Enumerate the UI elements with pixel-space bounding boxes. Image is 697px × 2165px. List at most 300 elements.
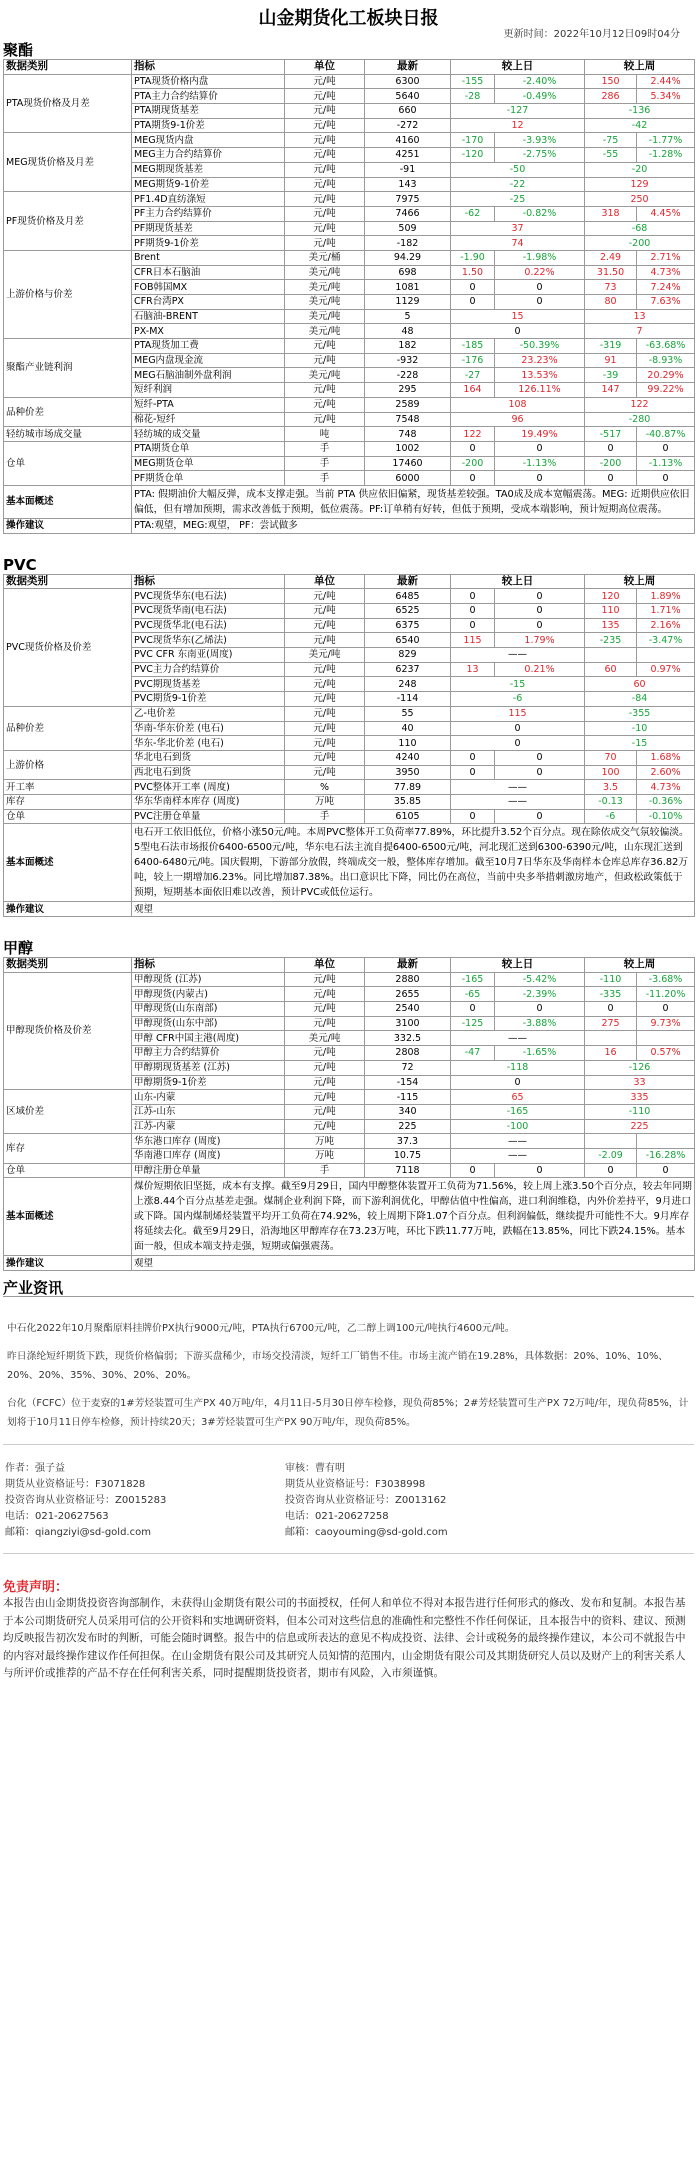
week-change-cell: -0.13 xyxy=(585,794,637,809)
week-change-cell: 70 xyxy=(585,750,637,765)
section-title: 聚酯 xyxy=(3,41,34,59)
latest-cell: 295 xyxy=(365,383,451,398)
latest-cell: 6540 xyxy=(365,633,451,648)
day-change-cell: -22 xyxy=(451,177,585,192)
unit-cell: 元/吨 xyxy=(285,177,365,192)
week-change-cell xyxy=(585,1134,637,1149)
week-change-cell: -10 xyxy=(585,721,695,736)
week-change-cell xyxy=(585,1031,637,1046)
unit-cell: 元/吨 xyxy=(285,633,365,648)
indicator-cell: PF期货仓单 xyxy=(132,471,285,486)
latest-cell: 110 xyxy=(365,736,451,751)
disclaimer-title: 免责声明： xyxy=(3,1580,69,1595)
author-line: 邮箱：qiangziyi@sd-gold.com xyxy=(5,1527,151,1538)
week-change-cell: -6 xyxy=(585,809,637,824)
week-change-cell: 2.49 xyxy=(585,250,637,265)
week-pct-cell: 2.71% xyxy=(637,250,695,265)
summary-row xyxy=(4,485,695,518)
author-line: 电话：021-20627258 xyxy=(285,1511,389,1522)
header-indicator: 指标 xyxy=(132,574,285,589)
day-pct-cell: 13.53% xyxy=(495,368,585,383)
summary-row xyxy=(4,1178,695,1256)
latest-cell: 698 xyxy=(365,265,451,280)
week-change-cell: -84 xyxy=(585,692,695,707)
disclaimer-text: 本报告由山金期货投资咨询部制作，未获得山金期货有限公司的书面授权，任何人和单位不得对本报告进行任何形式的修改、发布和复制。本报告基于本公司期货研究人员采用可信的公开资料和实地调研资料，但本公司对这些信息的准确性和完整性不作任何保证，且本报告中的资料、建议、预测均反映报告初次发布时的判断，可能会随时调整。报告中的信息或所表达的意见不构成投资、法律、会计或税务的最终操作建议，本公司不就报告中的内容对最终操作建议作任何担保。在山金期货有限公司及其研究人员知情的范围内，山金期货有限公司及其期货研究人员以及财产上的利害关系人与所评价或推荐的产品不存在任何利害关系，同时提醒期货投资者，期市有风险，入市须谨慎。 xyxy=(3,1597,686,1679)
week-change-cell: 286 xyxy=(585,89,637,104)
unit-cell: 元/吨 xyxy=(285,706,365,721)
indicator-cell: 华东-华北价差 (电石) xyxy=(132,736,285,751)
week-change-cell: 0 xyxy=(585,471,637,486)
unit-cell: 元/吨 xyxy=(285,74,365,89)
latest-cell: 35.85 xyxy=(365,794,451,809)
week-pct-cell: 0 xyxy=(637,471,695,486)
unit-cell: 美元/吨 xyxy=(285,1031,365,1046)
latest-cell: 3100 xyxy=(365,1016,451,1031)
indicator-cell: MEG期现货基差 xyxy=(132,162,285,177)
week-pct-cell: 4.73% xyxy=(637,265,695,280)
week-pct-cell xyxy=(637,1134,695,1149)
author-line: 电话：021-20627563 xyxy=(5,1511,109,1522)
day-pct-cell: -3.93% xyxy=(495,133,585,148)
unit-cell: 元/吨 xyxy=(285,1104,365,1119)
category-cell: 品种价差 xyxy=(4,706,132,750)
unit-cell: 元/吨 xyxy=(285,765,365,780)
latest-cell: 94.29 xyxy=(365,250,451,265)
indicator-cell: PVC现货华南(电石法) xyxy=(132,604,285,619)
header-unit: 单位 xyxy=(285,574,365,589)
indicator-cell: MEG内盘现金流 xyxy=(132,353,285,368)
week-change-cell: 3.5 xyxy=(585,780,637,795)
day-pct-cell: -1.13% xyxy=(495,456,585,471)
day-pct-cell: -5.42% xyxy=(495,972,585,987)
week-change-cell: 250 xyxy=(585,192,695,207)
latest-cell: 2655 xyxy=(365,987,451,1002)
latest-cell: -228 xyxy=(365,368,451,383)
header-category: 数据类别 xyxy=(4,60,132,75)
sections-container xyxy=(3,41,694,1271)
data-table-0 xyxy=(3,59,695,534)
update-time: 更新时间：2022年10月12日09时04分 xyxy=(503,29,680,40)
latest-cell: 332.5 xyxy=(365,1031,451,1046)
table-header-row xyxy=(4,60,695,75)
category-cell: 库存 xyxy=(4,1134,132,1163)
week-pct-cell: 20.29% xyxy=(637,368,695,383)
indicator-cell: PVC期现货基差 xyxy=(132,677,285,692)
table-header-row xyxy=(4,958,695,973)
latest-cell: 4160 xyxy=(365,133,451,148)
week-change-cell: -235 xyxy=(585,633,637,648)
indicator-cell: PF主力合约结算价 xyxy=(132,206,285,221)
day-change-cell: 0 xyxy=(451,604,495,619)
unit-cell: 元/吨 xyxy=(285,221,365,236)
indicator-cell: PF期现货基差 xyxy=(132,221,285,236)
day-pct-cell: 0.21% xyxy=(495,662,585,677)
day-change-cell: 0 xyxy=(451,295,495,310)
week-change-cell: -68 xyxy=(585,221,695,236)
table-row xyxy=(4,441,695,456)
indicator-cell: 轻纺城的成交量 xyxy=(132,427,285,442)
indicator-cell: PVC整体开工率 (周度) xyxy=(132,780,285,795)
indicator-cell: PVC注册仓单量 xyxy=(132,809,285,824)
unit-cell: 元/吨 xyxy=(285,133,365,148)
indicator-cell: 华南-华东价差 (电石) xyxy=(132,721,285,736)
day-change-cell: 0 xyxy=(451,441,495,456)
day-change-cell: -65 xyxy=(451,987,495,1002)
indicator-cell: 甲醇注册仓单量 xyxy=(132,1163,285,1178)
unit-cell: 元/吨 xyxy=(285,206,365,221)
day-change-cell: -118 xyxy=(451,1060,585,1075)
header-vs_prev_week: 较上周 xyxy=(585,958,695,973)
advice-row xyxy=(4,1256,695,1271)
week-change-cell: 110 xyxy=(585,604,637,619)
latest-cell: 5640 xyxy=(365,89,451,104)
week-change-cell: 60 xyxy=(585,662,637,677)
day-change-cell: -170 xyxy=(451,133,495,148)
day-change-cell: 0 xyxy=(451,809,495,824)
week-change-cell: 147 xyxy=(585,383,637,398)
unit-cell: 美元/吨 xyxy=(285,280,365,295)
week-change-cell: -319 xyxy=(585,339,637,354)
day-pct-cell: 0 xyxy=(495,280,585,295)
author-line: 作者：强子益 xyxy=(5,1463,65,1474)
unit-cell: 手 xyxy=(285,456,365,471)
table-row xyxy=(4,133,695,148)
day-change-cell: 1.50 xyxy=(451,265,495,280)
indicator-cell: 江苏-山东 xyxy=(132,1104,285,1119)
latest-cell: -114 xyxy=(365,692,451,707)
week-change-cell: -126 xyxy=(585,1060,695,1075)
latest-cell: 340 xyxy=(365,1104,451,1119)
week-change-cell: 60 xyxy=(585,677,695,692)
week-change-cell: 225 xyxy=(585,1119,695,1134)
author-info xyxy=(5,1461,285,1541)
news-item: 昨日涤纶短纤期货下跌，现货价格偏弱；下游买盘稀少，市场交投清淡，短纤工厂销售不佳。市场主流产销在19.28%，具体数据：20%、10%、10%、20%、20%、35%、30%、20%、20%。 xyxy=(7,1351,669,1381)
table-row xyxy=(4,397,695,412)
week-change-cell: 0 xyxy=(585,1163,637,1178)
week-change-cell: 120 xyxy=(585,589,637,604)
week-change-cell: 73 xyxy=(585,280,637,295)
table-header-row xyxy=(4,574,695,589)
week-pct-cell xyxy=(637,648,695,663)
week-change-cell: 31.50 xyxy=(585,265,637,280)
day-pct-cell: -1.98% xyxy=(495,250,585,265)
week-pct-cell: -8.93% xyxy=(637,353,695,368)
category-cell: 区域价差 xyxy=(4,1090,132,1134)
day-pct-cell: 0 xyxy=(495,765,585,780)
category-cell: 上游价格与价差 xyxy=(4,250,132,338)
indicator-cell: MEG石脑油制外盘利润 xyxy=(132,368,285,383)
day-pct-cell: -3.88% xyxy=(495,1016,585,1031)
day-pct-cell: 0 xyxy=(495,295,585,310)
week-change-cell: 91 xyxy=(585,353,637,368)
table-row xyxy=(4,794,695,809)
day-change-cell: 0 xyxy=(451,280,495,295)
reviewer-info xyxy=(285,1461,565,1541)
unit-cell: 万吨 xyxy=(285,1134,365,1149)
table-row xyxy=(4,250,695,265)
day-pct-cell: 0 xyxy=(495,750,585,765)
data-table-2 xyxy=(3,957,695,1271)
week-pct-cell: -16.28% xyxy=(637,1148,695,1163)
day-change-cell: -15 xyxy=(451,677,585,692)
header-category: 数据类别 xyxy=(4,574,132,589)
week-pct-cell: 7.24% xyxy=(637,280,695,295)
indicator-cell: 西北电石到货 xyxy=(132,765,285,780)
table-row xyxy=(4,74,695,89)
week-change-cell: -110 xyxy=(585,972,637,987)
unit-cell: 元/吨 xyxy=(285,1119,365,1134)
week-change-cell: -2.09 xyxy=(585,1148,637,1163)
latest-cell: 6375 xyxy=(365,618,451,633)
day-pct-cell: -0.82% xyxy=(495,206,585,221)
indicator-cell: PTA主力合约结算价 xyxy=(132,89,285,104)
unit-cell: 元/吨 xyxy=(285,1090,365,1105)
week-pct-cell: 1.71% xyxy=(637,604,695,619)
author-line: 投资咨询从业资格证号：Z0013162 xyxy=(285,1495,447,1506)
week-pct-cell: 2.16% xyxy=(637,618,695,633)
table-row xyxy=(4,1090,695,1105)
latest-cell: 5 xyxy=(365,309,451,324)
unit-cell: 手 xyxy=(285,809,365,824)
latest-cell: -91 xyxy=(365,162,451,177)
table-row xyxy=(4,1163,695,1178)
news-list xyxy=(3,1319,694,1432)
unit-cell: 吨 xyxy=(285,427,365,442)
indicator-cell: CFR日本石脑油 xyxy=(132,265,285,280)
day-change-cell: 0 xyxy=(451,750,495,765)
day-change-cell: 0 xyxy=(451,721,585,736)
day-change-cell: -25 xyxy=(451,192,585,207)
day-change-cell: -165 xyxy=(451,972,495,987)
indicator-cell: PTA期现货基差 xyxy=(132,104,285,119)
unit-cell: 元/吨 xyxy=(285,618,365,633)
week-pct-cell: 2.44% xyxy=(637,74,695,89)
week-pct-cell: 5.34% xyxy=(637,89,695,104)
header-latest: 最新 xyxy=(365,60,451,75)
latest-cell: 143 xyxy=(365,177,451,192)
latest-cell: 4251 xyxy=(365,148,451,163)
week-pct-cell: 9.73% xyxy=(637,1016,695,1031)
indicator-cell: 甲醇现货(内蒙古) xyxy=(132,987,285,1002)
day-change-cell: -120 xyxy=(451,148,495,163)
category-cell: 聚酯产业链利润 xyxy=(4,339,132,398)
indicator-cell: 棉花-短纤 xyxy=(132,412,285,427)
unit-cell: 元/吨 xyxy=(285,750,365,765)
latest-cell: 225 xyxy=(365,1119,451,1134)
day-change-cell: -100 xyxy=(451,1119,585,1134)
week-change-cell: -200 xyxy=(585,456,637,471)
table-row xyxy=(4,339,695,354)
week-pct-cell: 4.73% xyxy=(637,780,695,795)
category-cell: 仓单 xyxy=(4,1163,132,1178)
day-change-cell: 0 xyxy=(451,589,495,604)
unit-cell: 元/吨 xyxy=(285,353,365,368)
day-pct-cell: 0 xyxy=(495,618,585,633)
indicator-cell: 山东-内蒙 xyxy=(132,1090,285,1105)
indicator-cell: 华东港口库存 (周度) xyxy=(132,1134,285,1149)
day-change-cell: —— xyxy=(451,794,585,809)
day-change-cell: 0 xyxy=(451,471,495,486)
summary-row xyxy=(4,824,695,902)
indicator-cell: 短纤利润 xyxy=(132,383,285,398)
week-pct-cell: -1.13% xyxy=(637,456,695,471)
latest-cell: 77.89 xyxy=(365,780,451,795)
day-pct-cell: -0.49% xyxy=(495,89,585,104)
unit-cell: 元/吨 xyxy=(285,677,365,692)
week-change-cell: -15 xyxy=(585,736,695,751)
latest-cell: 6525 xyxy=(365,604,451,619)
advice-label: 操作建议 xyxy=(4,1256,132,1271)
latest-cell: 37.3 xyxy=(365,1134,451,1149)
day-change-cell: 65 xyxy=(451,1090,585,1105)
header-vs_prev_day: 较上日 xyxy=(451,60,585,75)
week-change-cell: -200 xyxy=(585,236,695,251)
data-table-1 xyxy=(3,574,695,917)
day-pct-cell: 0 xyxy=(495,809,585,824)
indicator-cell: 江苏-内蒙 xyxy=(132,1119,285,1134)
indicator-cell: PF期货9-1价差 xyxy=(132,236,285,251)
week-pct-cell: 0.57% xyxy=(637,1046,695,1061)
week-change-cell: 318 xyxy=(585,206,637,221)
latest-cell: -182 xyxy=(365,236,451,251)
unit-cell: 元/吨 xyxy=(285,1002,365,1017)
day-change-cell: 0 xyxy=(451,736,585,751)
unit-cell: 美元/吨 xyxy=(285,309,365,324)
week-pct-cell: 0.97% xyxy=(637,662,695,677)
unit-cell: 美元/吨 xyxy=(285,648,365,663)
indicator-cell: PTA现货加工费 xyxy=(132,339,285,354)
week-change-cell: -355 xyxy=(585,706,695,721)
table-row xyxy=(4,427,695,442)
table-row xyxy=(4,750,695,765)
day-change-cell: 0 xyxy=(451,765,495,780)
unit-cell: 元/吨 xyxy=(285,339,365,354)
indicator-cell: PVC CFR 东南亚(周度) xyxy=(132,648,285,663)
category-cell: 库存 xyxy=(4,794,132,809)
unit-cell: 元/吨 xyxy=(285,604,365,619)
day-change-cell: 96 xyxy=(451,412,585,427)
unit-cell: 美元/吨 xyxy=(285,295,365,310)
indicator-cell: PTA现货价格内盘 xyxy=(132,74,285,89)
table-row xyxy=(4,972,695,987)
day-change-cell: 122 xyxy=(451,427,495,442)
indicator-cell: MEG主力合约结算价 xyxy=(132,148,285,163)
week-change-cell: -136 xyxy=(585,104,695,119)
author-line: 期货从业资格证号：F3071828 xyxy=(5,1479,146,1490)
day-pct-cell: -2.40% xyxy=(495,74,585,89)
unit-cell: 元/吨 xyxy=(285,692,365,707)
latest-cell: 3950 xyxy=(365,765,451,780)
day-pct-cell: 0.22% xyxy=(495,265,585,280)
week-pct-cell: -40.87% xyxy=(637,427,695,442)
unit-cell: % xyxy=(285,780,365,795)
day-pct-cell: 0 xyxy=(495,441,585,456)
unit-cell: 美元/桶 xyxy=(285,250,365,265)
week-change-cell: -335 xyxy=(585,987,637,1002)
unit-cell: 元/吨 xyxy=(285,987,365,1002)
week-change-cell: 33 xyxy=(585,1075,695,1090)
indicator-cell: PF1.4D直纺涤短 xyxy=(132,192,285,207)
latest-cell: 2589 xyxy=(365,397,451,412)
week-change-cell: -39 xyxy=(585,368,637,383)
day-change-cell: -200 xyxy=(451,456,495,471)
indicator-cell: PTA期货9-1价差 xyxy=(132,118,285,133)
day-change-cell: -47 xyxy=(451,1046,495,1061)
week-pct-cell: 0 xyxy=(637,1002,695,1017)
week-pct-cell: -0.10% xyxy=(637,809,695,824)
unit-cell: 元/吨 xyxy=(285,736,365,751)
week-change-cell: 0 xyxy=(585,441,637,456)
day-change-cell: 37 xyxy=(451,221,585,236)
day-change-cell: 0 xyxy=(451,1075,585,1090)
category-cell: MEG现货价格及月差 xyxy=(4,133,132,192)
section-title: 甲醇 xyxy=(3,939,34,957)
day-change-cell: -27 xyxy=(451,368,495,383)
latest-cell: 6237 xyxy=(365,662,451,677)
unit-cell: 美元/吨 xyxy=(285,324,365,339)
unit-cell: 元/吨 xyxy=(285,192,365,207)
week-pct-cell: 7.63% xyxy=(637,295,695,310)
latest-cell: 2808 xyxy=(365,1046,451,1061)
week-pct-cell: 0 xyxy=(637,1163,695,1178)
week-pct-cell: 1.68% xyxy=(637,750,695,765)
day-pct-cell: 23.23% xyxy=(495,353,585,368)
latest-cell: -115 xyxy=(365,1090,451,1105)
day-change-cell: -28 xyxy=(451,89,495,104)
day-change-cell: 0 xyxy=(451,618,495,633)
summary-label: 基本面概述 xyxy=(4,824,132,902)
summary-label: 基本面概述 xyxy=(4,485,132,518)
day-change-cell: -50 xyxy=(451,162,585,177)
week-pct-cell: -1.28% xyxy=(637,148,695,163)
week-change-cell: 122 xyxy=(585,397,695,412)
unit-cell: 元/吨 xyxy=(285,662,365,677)
day-change-cell: 0 xyxy=(451,1163,495,1178)
day-change-cell: -6 xyxy=(451,692,585,707)
indicator-cell: 甲醇主力合约结算价 xyxy=(132,1046,285,1061)
latest-cell: 660 xyxy=(365,104,451,119)
indicator-cell: Brent xyxy=(132,250,285,265)
day-change-cell: -1.90 xyxy=(451,250,495,265)
week-change-cell: -42 xyxy=(585,118,695,133)
category-cell: 甲醇现货价格及价差 xyxy=(4,972,132,1090)
day-pct-cell: 126.11% xyxy=(495,383,585,398)
advice-label: 操作建议 xyxy=(4,902,132,917)
indicator-cell: 甲醇期货9-1价差 xyxy=(132,1075,285,1090)
unit-cell: 元/吨 xyxy=(285,412,365,427)
unit-cell: 元/吨 xyxy=(285,383,365,398)
header-indicator: 指标 xyxy=(132,958,285,973)
day-change-cell: —— xyxy=(451,780,585,795)
unit-cell: 元/吨 xyxy=(285,1075,365,1090)
indicator-cell: PVC主力合约结算价 xyxy=(132,662,285,677)
indicator-cell: MEG期货仓单 xyxy=(132,456,285,471)
indicator-cell: PTA期货仓单 xyxy=(132,441,285,456)
category-cell: PF现货价格及月差 xyxy=(4,192,132,251)
day-pct-cell: 1.79% xyxy=(495,633,585,648)
indicator-cell: 甲醇期现货基差 (江苏) xyxy=(132,1060,285,1075)
header-latest: 最新 xyxy=(365,574,451,589)
week-pct-cell: 99.22% xyxy=(637,383,695,398)
indicator-cell: 华南港口库存 (周度) xyxy=(132,1148,285,1163)
week-change-cell: -110 xyxy=(585,1104,695,1119)
unit-cell: 手 xyxy=(285,471,365,486)
unit-cell: 元/吨 xyxy=(285,104,365,119)
latest-cell: 10.75 xyxy=(365,1148,451,1163)
unit-cell: 元/吨 xyxy=(285,721,365,736)
week-change-cell: -75 xyxy=(585,133,637,148)
author-line: 投资咨询从业资格证号：Z0015283 xyxy=(5,1495,167,1506)
